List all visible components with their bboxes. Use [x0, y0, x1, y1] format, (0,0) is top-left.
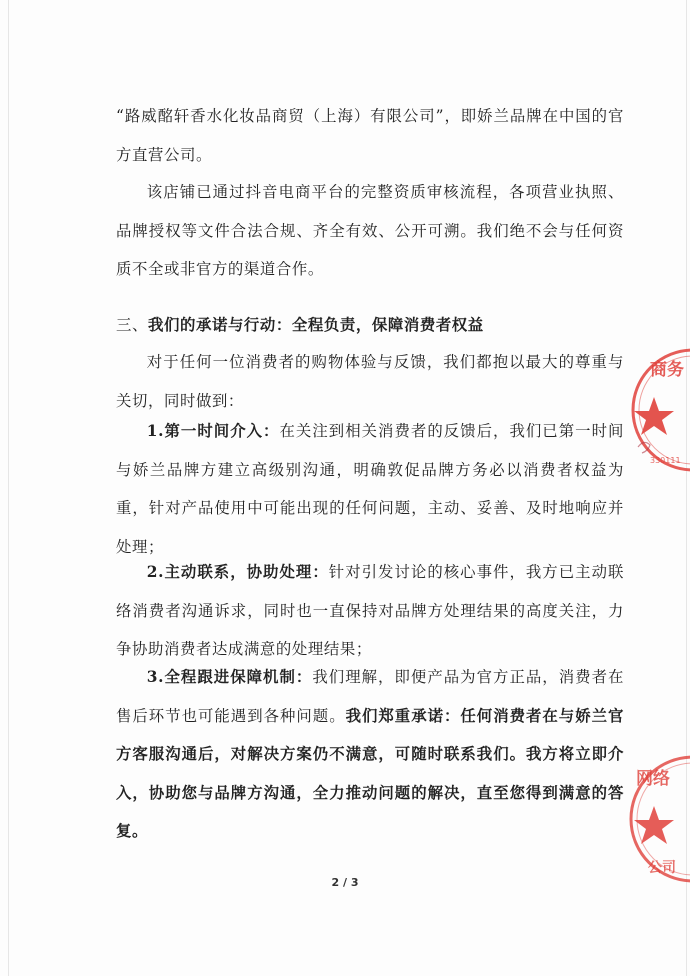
paragraph-text: [116, 343, 624, 420]
paragraph-item-1: [116, 412, 624, 566]
page-number: 2 / 3: [331, 876, 359, 889]
item-3-title: 3.全程跟进保障机制：: [146, 668, 313, 686]
item-3-commitment: 我们郑重承诺：任何消费者在与娇兰官方客服沟通后，对解决方案仍不满意，可随时联系我们。我方将立即介入，协助您与品牌方沟通，全力推动问题的解决，直至您得到满意的答复。: [116, 706, 625, 840]
paragraph-qualification: [116, 173, 624, 289]
seal-stamp-icon: [626, 752, 690, 887]
heading-text: [116, 306, 624, 345]
item-3-body: 我们理解，即便产品为官方正品，消费者在售后环节也可能遇到各种问题。: [116, 668, 625, 725]
paragraph-segment: 该店铺已通过抖音电商平台的完整资质审核流程，各项营业执照、品牌授权等文件合法合规、齐全有效、公开可溯。我们绝不会与任何资质不全或非官方的渠道合作。: [116, 183, 624, 278]
paragraph-text: [116, 553, 624, 669]
seal-bottom-text: 网络: [636, 769, 670, 789]
paragraph-segment: “路威酩轩香水化妆品商贸（上海）有限公司”，即娇兰品牌在中国的官方直营公司。: [116, 107, 624, 164]
item-2-title: 2.主动联系，协助处理：: [146, 563, 329, 581]
item-2-body: 针对引发讨论的核心事件，我方已主动联络消费者沟通诉求，同时也一直保持对品牌方处理结果的高度关注，力争协助消费者达成满意的处理结果；: [116, 563, 624, 658]
item-1-body: 在关注到相关消费者的反馈后，我们已第一时间与娇兰品牌方建立高级别沟通，明确敦促品牌方务必以消费者权益为重，针对产品使用中可能出现的任何问题，主动、妥善、及时地响应并处理；: [116, 422, 624, 556]
seal-top-text: 商务: [650, 360, 684, 380]
paragraph-intro: [116, 343, 624, 420]
paragraph-text: [116, 658, 624, 851]
seal-stamp-icon: [628, 345, 690, 475]
paragraph-text: [116, 97, 624, 174]
paragraph-text: [116, 173, 624, 289]
paragraph-segment: 对于任何一位消费者的购物体验与反馈，我们都抱以最大的尊重与关切，同时做到：: [116, 353, 624, 410]
heading-number: 三、: [116, 316, 148, 334]
item-1-title: 1.第一时间介入：: [146, 422, 280, 440]
paragraph-text: [116, 412, 624, 566]
seal-top-code: 330111: [650, 456, 681, 465]
company-seal-bottom: [626, 752, 690, 887]
paragraph-item-3: [116, 658, 624, 851]
section-heading: [116, 306, 624, 345]
paragraph-item-2: [116, 553, 624, 669]
heading-title: 我们的承诺与行动：全程负责，保障消费者权益: [147, 316, 484, 334]
seal-bottom-code: 公司: [648, 860, 676, 876]
paragraph-company: [116, 97, 624, 174]
scan-edge-left: [8, 0, 9, 976]
company-seal-top: [628, 345, 690, 475]
